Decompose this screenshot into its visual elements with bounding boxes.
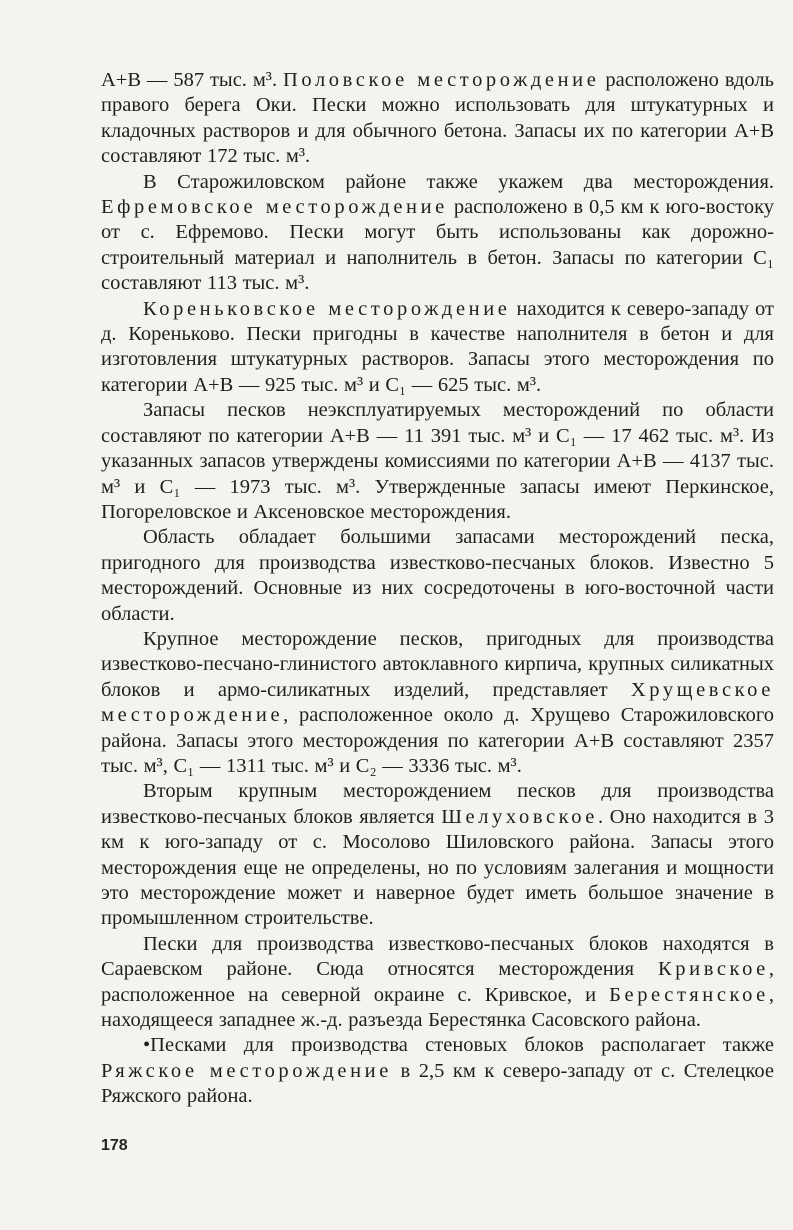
- text-run: , расположенное около д. Хрущево Старожиловского района. Запасы этого месторождения по категории А+В составляют 2357 тыс. м³, C₁ — 1311 тыс. м³ и C₂ — 3336 тыс. м³.: [101, 704, 774, 777]
- text-run: расположено в 0,5 км к юго-востоку от с. Ефремово. Пески могут быть использованы как дорожно-строительный материал и наполнитель в бетон. Запасы по категории C₁ составляют 113 тыс. м³.: [101, 196, 774, 295]
- paragraph-p3: [101, 297, 774, 399]
- paragraph-p7: [101, 779, 774, 931]
- text-run: находится к северо-западу от д. Кореньково. Пески пригодны в качестве наполнителя в бетон и для изготовления штукатурных растворов. Запасы этого месторождения по категории А+В — 925 тыс. м³ и C₁ — 625 тыс. м³.: [101, 297, 774, 396]
- text-run: В Старожиловском районе также укажем два месторождения.: [143, 170, 774, 193]
- spaced-deposit-name: Половское месторождение: [282, 69, 600, 91]
- text-run: Крупное месторождение песков, пригодных для производства известково-песчано-глинистого автоклавного кирпича, крупных силикатных блоков и армо-силикатных изделий, представляет: [101, 627, 774, 701]
- text-run: Запасы песков неэксплуатируемых месторождений по области составляют по категории А+В — 11 391 тыс. м³ и C₁ — 17 462 тыс. м³. Из указанных запасов утверждены комиссиями по категории А+В — 4137 тыс. м³ и C₁ — 1973 тыс. м³. Утвержденные запасы имеют Перкинское, Погореловское и Аксеновское месторождения.: [101, 399, 774, 523]
- paragraph-p8: [101, 932, 774, 1034]
- text-run: в 2,5 км к северо-западу от с. Стелецкое Ряжского района.: [101, 1059, 775, 1108]
- spaced-deposit-name: Ефремовское месторождение: [101, 196, 448, 219]
- text-run: •Песками для производства стеновых блоков располагает также: [143, 1034, 774, 1057]
- spaced-deposit-name: Шелуховское: [441, 805, 599, 828]
- text-run: , расположенное на северной окраине с. Кривское, и: [101, 958, 774, 1006]
- text-run: Пески для производства известково-песчаных блоков находятся в Сараевском районе. Сюда относятся месторождения: [101, 932, 774, 981]
- text-run: расположено вдоль правого берега Оки. Пески можно использовать для штукатурных и кладочных растворов и для обычного бетона. Запасы их по категории А+В составляют 172 тыс. м³.: [101, 69, 774, 168]
- text-run: , находящееся западнее ж.-д. разъезда Берестянка Сасовского района.: [101, 983, 774, 1032]
- paragraph-p9: [101, 1033, 774, 1109]
- paragraph-p4: [101, 398, 774, 525]
- spaced-deposit-name: Берестянское: [609, 983, 769, 1006]
- text-run: . Оно находится в 3 км к юго-западу от с. Мосолово Шиловского района. Запасы этого месторождения еще не определены, но по условиям залегания и мощности это месторождение может и наверное будет иметь большое значение в промышленном строительстве.: [101, 805, 774, 930]
- text-run: Область обладает большими запасами месторождений песка, пригодного для производства известково-песчаных блоков. Известно 5 месторождений. Основные из них сосредоточены в юго-восточной части области.: [101, 526, 774, 625]
- spaced-deposit-name: Хрущевское месторождение: [101, 678, 774, 727]
- text-run: Вторым крупным месторождением песков для производства известково-песчаных блоков является: [101, 780, 774, 828]
- text-run: А+В — 587 тыс. м³.: [101, 69, 283, 91]
- paragraph-p1: [101, 68, 774, 170]
- paragraph-p6: [101, 627, 774, 779]
- paragraph-p5: [101, 525, 774, 627]
- page-number: 178: [101, 1137, 128, 1154]
- spaced-deposit-name: Кривское: [658, 958, 769, 981]
- page-body: [101, 68, 774, 1110]
- paragraph-p2: [101, 170, 774, 297]
- spaced-deposit-name: Кореньковское месторождение: [143, 297, 511, 320]
- spaced-deposit-name: Ряжское месторождение: [101, 1059, 392, 1082]
